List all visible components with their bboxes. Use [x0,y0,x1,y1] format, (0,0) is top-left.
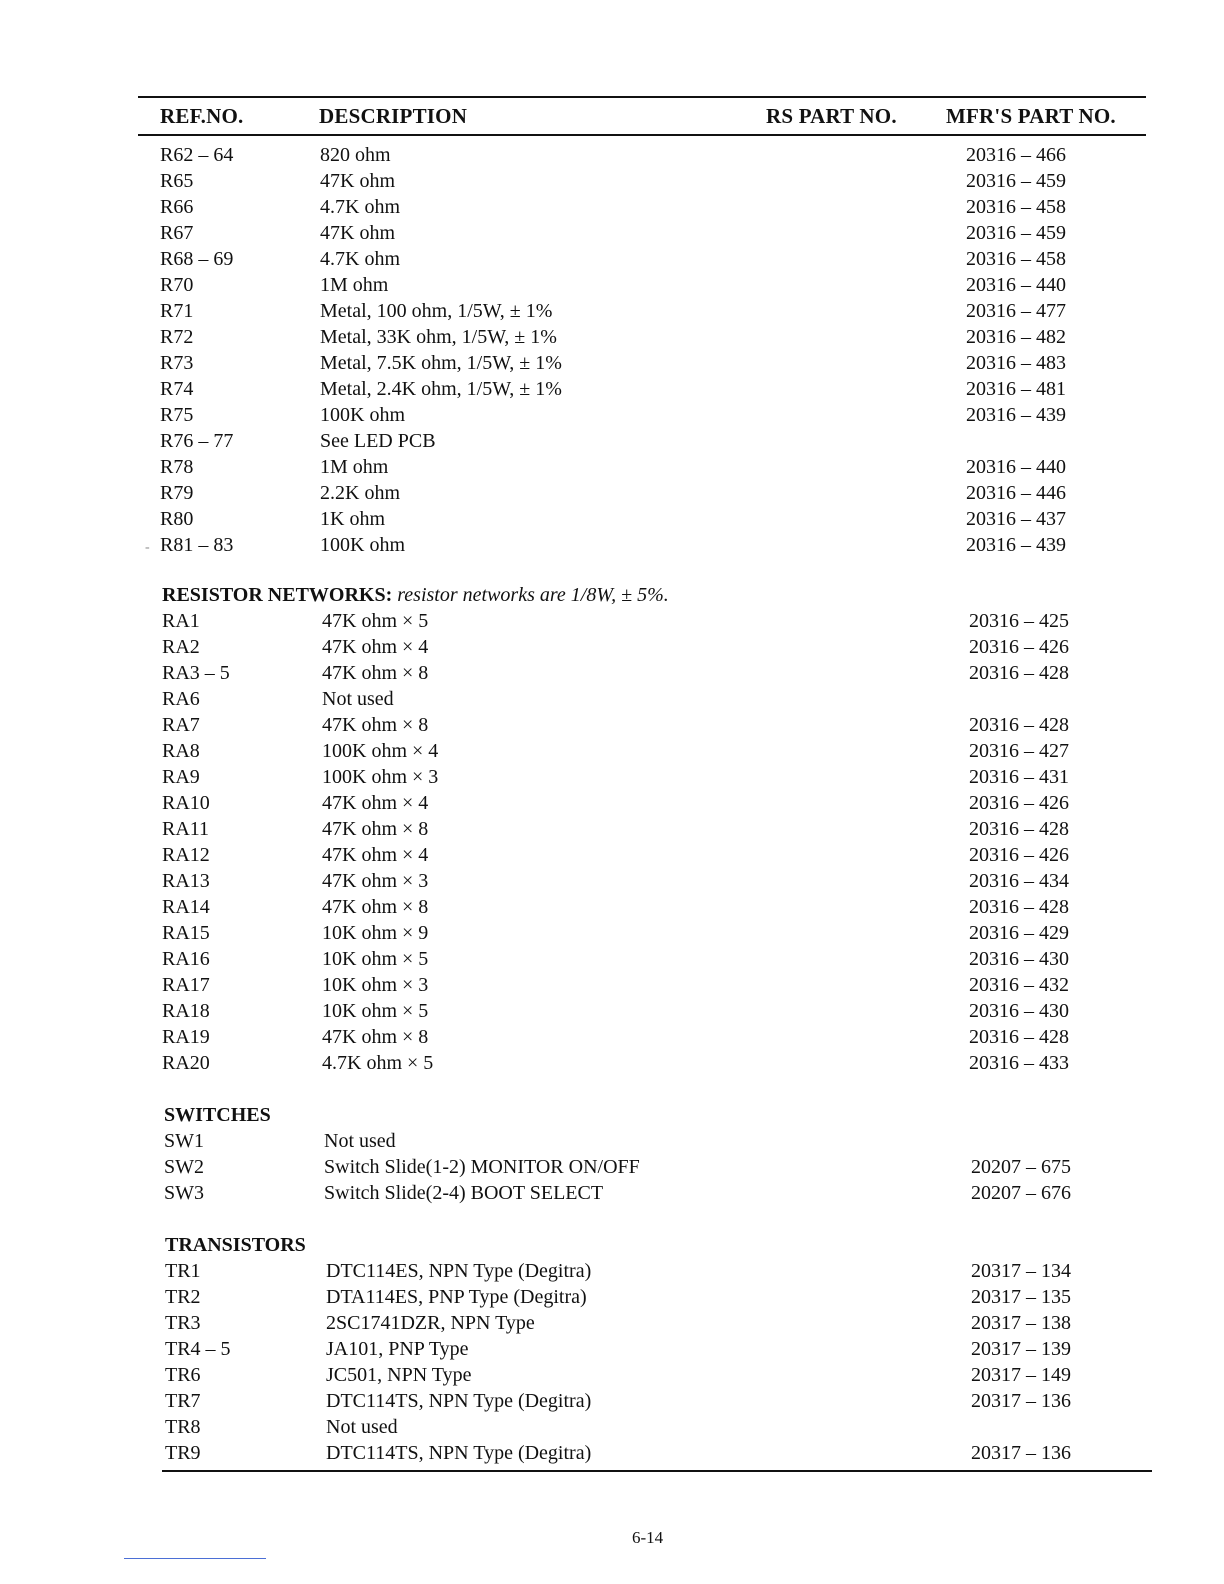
table-row [0,298,1224,324]
table-row [0,1362,1224,1388]
mfr-part-number: 20316 – 434 [969,870,1069,892]
table-row [0,194,1224,220]
table-row [0,1180,1224,1206]
ref-number: R71 [160,300,194,322]
table-row [0,1388,1224,1414]
mfr-part-number: 20317 – 134 [971,1260,1071,1282]
description: 10K ohm × 3 [322,974,429,996]
ref-number: TR1 [165,1260,201,1282]
mfr-part-number: 20316 – 432 [969,974,1069,996]
description: 4.7K ohm × 5 [322,1052,434,1074]
ref-number: SW3 [164,1182,204,1204]
ref-number: RA7 [162,714,200,736]
margin-mark: - [145,540,150,555]
mfr-part-number: 20317 – 136 [971,1442,1071,1464]
table-row [0,402,1224,428]
ref-number: TR7 [165,1390,201,1412]
section-title: SWITCHES [164,1104,271,1126]
description: 47K ohm × 8 [322,714,429,736]
description: 47K ohm × 4 [322,636,429,658]
description: 4.7K ohm [320,196,400,218]
mfr-part-number: 20316 – 459 [966,222,1066,244]
section-transistors [165,1232,306,1258]
mfr-part-number: 20316 – 439 [966,534,1066,556]
description: Metal, 33K ohm, 1/5W, ± 1% [320,326,557,348]
mfr-part-number: 20316 – 428 [969,1026,1069,1048]
table-row [0,272,1224,298]
ref-number: RA14 [162,896,210,918]
ref-number: RA8 [162,740,200,762]
mfr-part-number: 20316 – 428 [969,662,1069,684]
ref-number: RA19 [162,1026,210,1048]
description: 100K ohm [320,534,405,556]
ref-number: RA3 – 5 [162,662,230,684]
ref-number: R70 [160,274,194,296]
description: 100K ohm × 4 [322,740,439,762]
section-title: TRANSISTORS [165,1234,306,1256]
table-row [0,142,1224,168]
table-row [0,454,1224,480]
description: DTA114ES, PNP Type (Degitra) [326,1286,587,1308]
mfr-part-number: 20316 – 439 [966,404,1066,426]
description: 10K ohm × 9 [322,922,429,944]
table-row [0,1024,1224,1050]
ref-number: R81 – 83 [160,534,234,556]
column-header-mfr-part: MFR'S PART NO. [946,104,1116,128]
column-header-description: DESCRIPTION [319,104,468,128]
table-row [0,350,1224,376]
description: Metal, 100 ohm, 1/5W, ± 1% [320,300,553,322]
mfr-part-number: 20316 – 483 [966,352,1066,374]
bottom-rule [162,1470,1152,1472]
description: Metal, 7.5K ohm, 1/5W, ± 1% [320,352,562,374]
ref-number: RA11 [162,818,210,840]
description: Switch Slide(2-4) BOOT SELECT [324,1182,604,1204]
description: 47K ohm [320,170,395,192]
table-row [0,168,1224,194]
mfr-part-number: 20207 – 676 [971,1182,1071,1204]
mfr-part-number: 20316 – 428 [969,714,1069,736]
description: 10K ohm × 5 [322,948,429,970]
table-row [0,1258,1224,1284]
mfr-part-number: 20317 – 138 [971,1312,1071,1334]
table-row [0,660,1224,686]
table-row [0,894,1224,920]
table-row [0,920,1224,946]
mfr-part-number: 20316 – 481 [966,378,1066,400]
ref-number: R74 [160,378,194,400]
table-row [0,246,1224,272]
table-row [0,480,1224,506]
description: 100K ohm × 3 [322,766,439,788]
description: 1M ohm [320,274,389,296]
table-row [0,790,1224,816]
table-row [0,816,1224,842]
ref-number: RA6 [162,688,200,710]
ref-number: RA12 [162,844,210,866]
mfr-part-number: 20317 – 139 [971,1338,1071,1360]
description: Not used [326,1416,398,1438]
ref-number: R67 [160,222,194,244]
description: 47K ohm × 4 [322,792,429,814]
description: 47K ohm × 4 [322,844,429,866]
ref-number: R73 [160,352,194,374]
description: 2SC1741DZR, NPN Type [326,1312,535,1334]
mfr-part-number: 20316 – 458 [966,196,1066,218]
ref-number: TR4 – 5 [165,1338,231,1360]
table-row [0,608,1224,634]
table-row [0,946,1224,972]
table-row [0,1310,1224,1336]
table-row [0,842,1224,868]
mfr-part-number: 20317 – 149 [971,1364,1071,1386]
mfr-part-number: 20316 – 426 [969,844,1069,866]
description: Not used [322,688,394,710]
description: Switch Slide(1-2) MONITOR ON/OFF [324,1156,640,1178]
section-switches [164,1102,271,1128]
ref-number: R65 [160,170,194,192]
section-resistor-networks [162,582,669,608]
ref-number: RA10 [162,792,210,814]
mfr-part-number: 20316 – 459 [966,170,1066,192]
table-row [0,376,1224,402]
ref-number: TR3 [165,1312,201,1334]
ref-number: R62 – 64 [160,144,234,166]
table-row [0,998,1224,1024]
description: 4.7K ohm [320,248,400,270]
mfr-part-number: 20316 – 426 [969,792,1069,814]
ref-number: RA1 [162,610,200,632]
description: Metal, 2.4K ohm, 1/5W, ± 1% [320,378,562,400]
table-row [0,868,1224,894]
table-row [0,1414,1224,1440]
table-row [0,324,1224,350]
mfr-part-number: 20316 – 437 [966,508,1066,530]
ref-number: RA20 [162,1052,210,1074]
ref-number: R79 [160,482,194,504]
table-row [0,506,1224,532]
ref-number: TR8 [165,1416,201,1438]
mfr-part-number: 20316 – 429 [969,922,1069,944]
table-row [0,686,1224,712]
ref-number: SW1 [164,1130,204,1152]
table-row [0,220,1224,246]
description: 47K ohm × 8 [322,1026,429,1048]
description: 100K ohm [320,404,405,426]
mfr-part-number: 20316 – 440 [966,456,1066,478]
description: JA101, PNP Type [326,1338,469,1360]
description: JC501, NPN Type [326,1364,472,1386]
mfr-part-number: 20317 – 135 [971,1286,1071,1308]
description: DTC114TS, NPN Type (Degitra) [326,1390,592,1412]
ref-number: RA15 [162,922,210,944]
description: DTC114ES, NPN Type (Degitra) [326,1260,592,1282]
ref-number: TR2 [165,1286,201,1308]
mfr-part-number: 20316 – 433 [969,1052,1069,1074]
description: 47K ohm × 3 [322,870,429,892]
description: Not used [324,1130,396,1152]
description: DTC114TS, NPN Type (Degitra) [326,1442,592,1464]
mfr-part-number: 20316 – 440 [966,274,1066,296]
ref-number: RA16 [162,948,210,970]
mfr-part-number: 20316 – 427 [969,740,1069,762]
ref-number: RA2 [162,636,200,658]
ref-number: R80 [160,508,194,530]
mfr-part-number: 20316 – 428 [969,896,1069,918]
table-row [0,634,1224,660]
ref-number: R66 [160,196,194,218]
description: 47K ohm [320,222,395,244]
table-row [0,712,1224,738]
mfr-part-number: 20316 – 446 [966,482,1066,504]
column-header-rs-part: RS PART NO. [766,104,897,128]
ref-number: SW2 [164,1156,204,1178]
ref-number: R76 – 77 [160,430,234,452]
description: 1K ohm [320,508,385,530]
table-row [0,1050,1224,1076]
ref-number: RA9 [162,766,200,788]
description: See LED PCB [320,430,436,452]
mfr-part-number: 20316 – 431 [969,766,1069,788]
mfr-part-number: 20316 – 458 [966,248,1066,270]
mfr-part-number: 20316 – 477 [966,300,1066,322]
column-header-ref: REF.NO. [160,104,244,128]
table-row [0,1128,1224,1154]
footer-line [124,1558,266,1559]
mfr-part-number: 20316 – 428 [969,818,1069,840]
description: 10K ohm × 5 [322,1000,429,1022]
page-number: 6-14 [632,1528,664,1547]
mfr-part-number: 20316 – 430 [969,1000,1069,1022]
ref-number: R72 [160,326,194,348]
table-row [0,1336,1224,1362]
mfr-part-number: 20316 – 466 [966,144,1066,166]
table-row [0,428,1224,454]
description: 47K ohm × 8 [322,896,429,918]
ref-number: R75 [160,404,194,426]
table-row [0,1154,1224,1180]
description: 47K ohm × 8 [322,662,429,684]
section-title: RESISTOR NETWORKS: [162,584,393,606]
table-row [0,764,1224,790]
mfr-part-number: 20316 – 430 [969,948,1069,970]
ref-number: RA17 [162,974,210,996]
section-note: resistor networks are 1/8W, ± 5%. [397,584,669,606]
table-row [0,1284,1224,1310]
description: 820 ohm [320,144,391,166]
ref-number: RA18 [162,1000,210,1022]
ref-number: R78 [160,456,194,478]
table-row [0,1440,1224,1466]
mfr-part-number: 20317 – 136 [971,1390,1071,1412]
mfr-part-number: 20207 – 675 [971,1156,1071,1178]
description: 47K ohm × 5 [322,610,429,632]
ref-number: TR6 [165,1364,201,1386]
mfr-part-number: 20316 – 426 [969,636,1069,658]
mfr-part-number: 20316 – 425 [969,610,1069,632]
description: 2.2K ohm [320,482,400,504]
mfr-part-number: 20316 – 482 [966,326,1066,348]
table-row [0,738,1224,764]
description: 1M ohm [320,456,389,478]
ref-number: R68 – 69 [160,248,234,270]
table-row [0,532,1224,558]
ref-number: RA13 [162,870,210,892]
ref-number: TR9 [165,1442,201,1464]
table-row [0,972,1224,998]
description: 47K ohm × 8 [322,818,429,840]
